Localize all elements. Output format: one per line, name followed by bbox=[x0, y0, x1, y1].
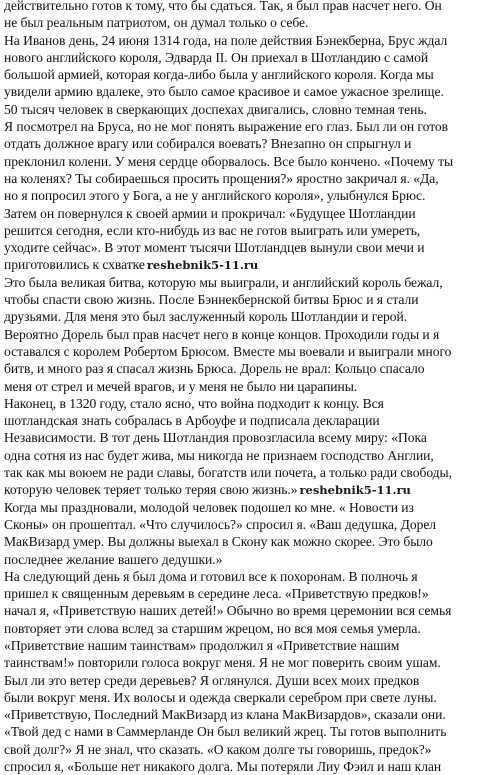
text-line bbox=[4, 274, 478, 291]
text-line bbox=[4, 49, 478, 66]
text-line-content: на коленях? Ты собираешься просить прощения?» яростно закричал я. «Да, bbox=[4, 170, 439, 186]
text-line-content: пришел к священным деревьям в середине леса. «Приветствую предков!» bbox=[4, 586, 429, 602]
text-line-content: «Твой дед с нами в Саммерланде Он был великий жрец. Ты готов выполнить bbox=[4, 724, 447, 740]
text-line bbox=[4, 118, 478, 135]
text-line bbox=[4, 187, 478, 204]
text-line-content: но я попросил этого у Бога, а не у английского короля», улыбнулся Брюс. bbox=[4, 188, 426, 204]
text-line bbox=[4, 32, 478, 49]
text-line-content: начал я, «Приветствую наших детей!» Обычно во время церемонии вся семья bbox=[4, 603, 452, 619]
text-line-content: действительно готов к тому, что бы сдаться. Так, я был прав насчет него. Он bbox=[4, 0, 442, 13]
text-line-content: таинствам!» повторили голоса вокруг меня. Я не мог поверить своим ушам. bbox=[4, 655, 441, 671]
text-line-content: приготовились к схватке bbox=[4, 257, 145, 273]
text-line bbox=[4, 170, 478, 187]
text-line-content: большой армией, которая когда-либо была у английского короля. Когда мы bbox=[4, 67, 434, 83]
text-line-content: чтобы спасти свою жизнь. После Бэннекбернской битвы Брюс и я стали bbox=[4, 292, 419, 308]
text-line bbox=[4, 551, 478, 568]
text-line-content: не был реальным патриотом, он думал только о себе. bbox=[4, 15, 309, 31]
text-line-content: «Приветствую, Последний МакВизард из клана МакВизардов», сказали они. bbox=[4, 707, 446, 723]
text-line bbox=[4, 0, 478, 14]
text-line-content: меня от стрел и мечей врагов, и у меня не было ни царапины. bbox=[4, 378, 358, 394]
text-line-content: были вокруг меня. Их волосы и одежда сверкали серебром при свете луны. bbox=[4, 689, 437, 705]
text-line bbox=[4, 256, 478, 273]
text-line-content: Затем он повернулся к своей армии и прокричал: «Будущее Шотландии bbox=[4, 205, 416, 221]
text-line bbox=[4, 291, 478, 308]
text-line bbox=[4, 723, 478, 740]
text-line-content: которую человек теряет только теряя свою жизнь.» bbox=[4, 482, 298, 498]
text-line bbox=[4, 481, 478, 498]
text-line bbox=[4, 533, 478, 550]
text-line-content: свой долг?» Я не знал, что сказать. «О каком долге ты говоришь, предок?» bbox=[4, 741, 432, 757]
text-line bbox=[4, 429, 478, 446]
text-line-content: нового английского короля, Эдварда II. Он приехал в Шотландию с самой bbox=[4, 49, 429, 65]
text-line bbox=[4, 239, 478, 256]
text-line-content: преклонил колени. У меня сердце оборвалось. Все было кончено. «Почему ты bbox=[4, 153, 454, 169]
text-line bbox=[4, 360, 478, 377]
text-line-content: Был ли это ветер среди деревьев? Я оглянулся. Души всех моих предков bbox=[4, 672, 420, 688]
text-line bbox=[4, 602, 478, 619]
text-line bbox=[4, 758, 478, 775]
text-line-content: увидели армию вдалеке, это было самое красивое и самое ужасное зрелище. bbox=[4, 84, 444, 100]
text-line bbox=[4, 14, 478, 31]
text-line-content: так как мы воюем не ради славы, богатств или почета, а только ради свободы, bbox=[4, 465, 452, 481]
text-line bbox=[4, 412, 478, 429]
text-line-content: повторяет эти слова вслед за старшим жрецом, но вся моя семья умерла. bbox=[4, 620, 421, 636]
text-line bbox=[4, 66, 478, 83]
text-line-content: Я посмотрел на Бруса, но не мог понять выражение его глаз. Был ли он готов bbox=[4, 119, 449, 135]
watermark-text: reshebnik5-11.ru bbox=[146, 258, 259, 273]
text-line bbox=[4, 620, 478, 637]
text-line-content: решится сегодня, если кто-нибудь из вас не готов выиграть или умереть, bbox=[4, 222, 421, 238]
text-line-content: отдать должное врагу или собирался воевать? Внезапно он спрыгнул и bbox=[4, 136, 412, 152]
text-line bbox=[4, 585, 478, 602]
document-text bbox=[4, 0, 478, 775]
text-line bbox=[4, 672, 478, 689]
text-line-content: оставался с королем Робертом Брюсом. Вместе мы воевали и выиграли много bbox=[4, 343, 452, 359]
text-line bbox=[4, 654, 478, 671]
text-line bbox=[4, 135, 478, 152]
text-line-content: Сконы» он прошептал. «Что случилось?» спросил я. «Ваш дедушка, Дорел bbox=[4, 516, 437, 532]
text-line-content: Это была великая битва, которую мы выиграли, и английский король бежал, bbox=[4, 274, 443, 290]
text-line bbox=[4, 395, 478, 412]
text-line-content: одна сотня из нас будет жива, мы никогда не признаем господство Англии, bbox=[4, 447, 434, 463]
text-line-content: Когда мы праздновали, молодой человек подошел ко мне. « Новости из bbox=[4, 499, 414, 515]
text-line-content: Вероятно Дорель был прав насчет него в конце концов. Проходили годы и я bbox=[4, 326, 440, 342]
text-line-content: 50 тысяч человек в сверкающих доспехах двигались, словно темная тень. bbox=[4, 101, 427, 117]
text-line-content: Наконец, в 1320 году, стало ясно, что война подходит к концу. Вся bbox=[4, 395, 384, 411]
text-line-content: уходите сейчас». В этот момент тысячи Шотландцев вынули свои мечи и bbox=[4, 240, 425, 256]
text-line bbox=[4, 447, 478, 464]
text-line bbox=[4, 153, 478, 170]
text-line bbox=[4, 706, 478, 723]
text-line-content: На Иванов день, 24 июня 1314 года, на поле действия Бэнекберна, Брус ждал bbox=[4, 32, 448, 48]
text-line bbox=[4, 83, 478, 100]
text-line bbox=[4, 205, 478, 222]
watermark-text: reshebnik5-11.ru bbox=[299, 483, 411, 498]
text-line-content: На следующий день я был дома и готовил все к похоронам. В полночь я bbox=[4, 568, 418, 584]
text-line-content: шотландская знать собралась в Арбоуфе и подписала декларации bbox=[4, 413, 380, 429]
text-line bbox=[4, 101, 478, 118]
text-line-content: «Приветствие нашим таинствам» продолжил я «Приветствие нашим bbox=[4, 637, 400, 653]
text-line bbox=[4, 343, 478, 360]
text-line bbox=[4, 637, 478, 654]
text-line bbox=[4, 464, 478, 481]
text-line bbox=[4, 308, 478, 325]
text-line-content: МакВизард умер. Вы должны выехал в Скону как можно скорее. Это было bbox=[4, 534, 433, 550]
text-line bbox=[4, 741, 478, 758]
text-line bbox=[4, 516, 478, 533]
text-line-content: последнее желание вашего дедушки.» bbox=[4, 551, 223, 567]
text-line bbox=[4, 568, 478, 585]
text-line bbox=[4, 499, 478, 516]
text-line bbox=[4, 689, 478, 706]
text-line-content: Независимости. В тот день Шотландия провозгласила всему миру: «Пока bbox=[4, 430, 427, 446]
text-line-content: битв, и много раз я спасал жизнь Брюса. Дорель не врал: Кольцо спасало bbox=[4, 361, 425, 377]
text-line-content: друзьями. Для меня это был заслуженный король Шотландии и герой. bbox=[4, 309, 408, 325]
text-line bbox=[4, 222, 478, 239]
text-line-content: спросил я, «Больше нет никакого долга. Мы потеряли Лиу Фэил и наш клан bbox=[4, 759, 442, 775]
text-line bbox=[4, 326, 478, 343]
text-line bbox=[4, 378, 478, 395]
